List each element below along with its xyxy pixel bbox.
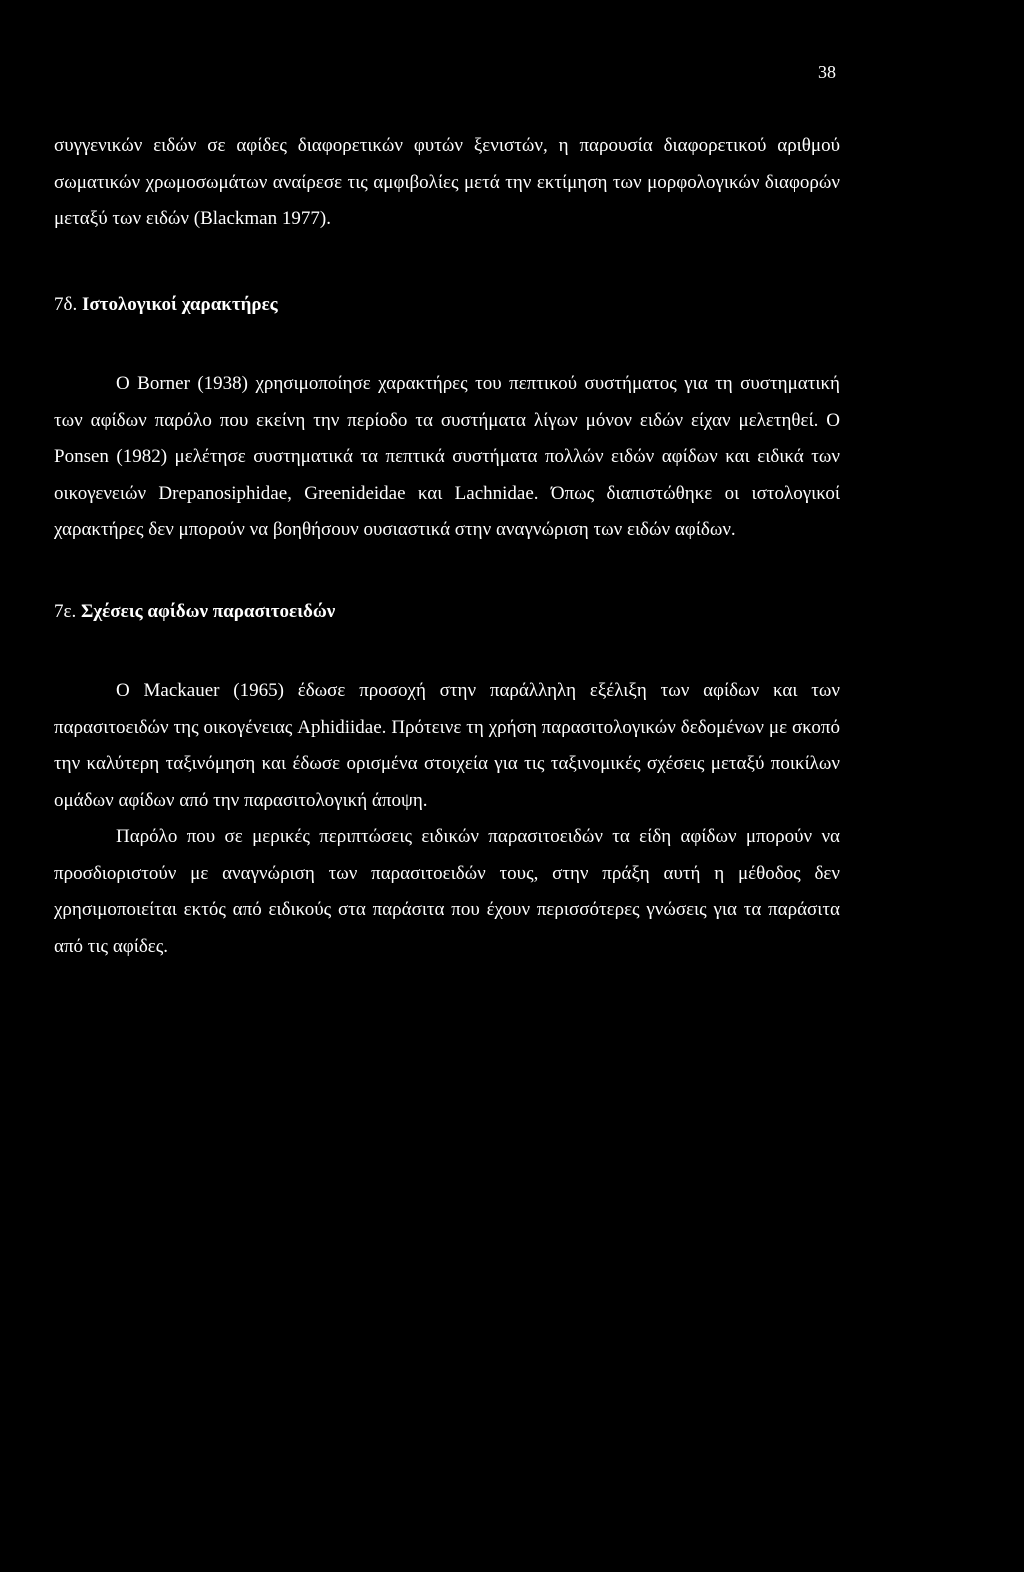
section-number: 7ε. xyxy=(54,600,77,622)
section-heading-histological xyxy=(54,287,840,324)
intro-paragraph: συγγενικών ειδών σε αφίδες διαφορετικών φυτών ξενιστών, η παρουσία διαφορετικού αριθμού σωματικών χρωμοσωμάτων αναίρεσε τις αμφιβολίες μετά την εκτίμηση των μορφολογικών διαφορών μεταξύ των ειδών (Blackman 1977). xyxy=(54,135,840,229)
page-content xyxy=(54,128,840,965)
page-number: 38 xyxy=(818,62,836,82)
section-number: 7δ. xyxy=(54,293,78,315)
parasitoids-paragraph-1: O Mackauer (1965) έδωσε προσοχή στην παράλληλη εξέλιξη των αφίδων και των παρασιτοειδών της οικογένειας Aphidiidae. Πρότεινε τη χρήση παρασιτολογικών δεδομένων με σκοπό την καλύτερη ταξινόμηση και έδωσε ορισμένα στοιχεία για τις ταξινομικές σχέσεις μεταξύ ποικίλων ομάδων αφίδων από την παρασιτολογική άποψη. xyxy=(54,680,840,811)
histological-paragraph: O Borner (1938) χρησιμοποίησε χαρακτήρες του πεπτικού συστήματος για τη συστηματική των αφίδων παρόλο που εκείνη την περίοδο τα συστήματα λίγων μόνον ειδών είχαν μελετηθεί. O Ponsen (1982) μελέτησε συστηματικά τα πεπτικά συστήματα πολλών ειδών αφίδων και ειδικά των οικογενειών Drepanosiphidae, Greenideidae και Lachnidae. Όπως διαπιστώθηκε οι ιστολογικοί χαρακτήρες δεν μπορούν να βοηθήσουν ουσιαστικά στην αναγνώριση των ειδών αφίδων. xyxy=(54,373,840,540)
parasitoids-paragraph-2: Παρόλο που σε μερικές περιπτώσεις ειδικών παρασιτοειδών τα είδη αφίδων μπορούν να προσδιοριστούν με αναγνώριση των παρασιτοειδών τους, στην πράξη αυτή η μέθοδος δεν χρησιμοποιείται εκτός από ειδικούς στα παράσιτα που έχουν περισσότερες γνώσεις για τα παράσιτα από τις αφίδες. xyxy=(54,826,840,957)
section-title: Ιστολογικοί χαρακτήρες xyxy=(81,293,278,315)
section-title: Σχέσεις αφίδων παρασιτοειδών xyxy=(80,600,336,622)
section-heading-parasitoids xyxy=(54,594,840,631)
